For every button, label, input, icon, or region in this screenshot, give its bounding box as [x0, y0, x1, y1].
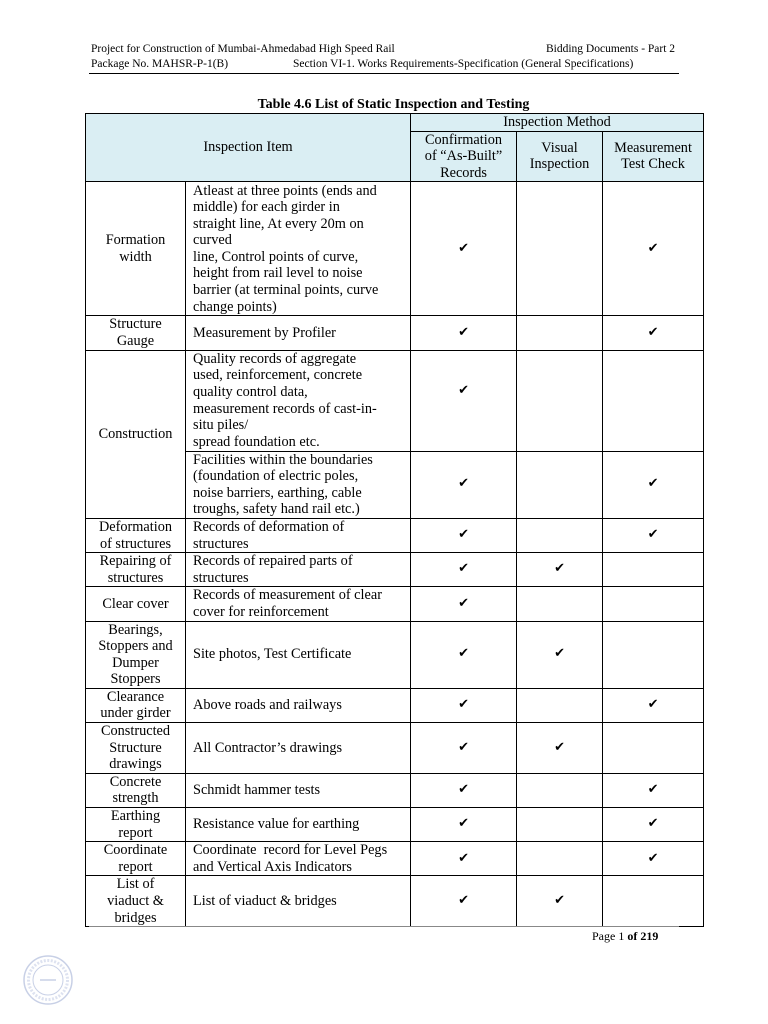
check-confirmation: ✔ — [411, 316, 517, 350]
check-visual: ✔ — [517, 621, 603, 688]
table-row — [86, 350, 704, 451]
table-row — [86, 553, 704, 587]
check-confirmation: ✔ — [411, 723, 517, 774]
table-caption: Table 4.6 List of Static Inspection and Testing — [257, 97, 530, 112]
inspection-description: Schmidt hammer tests — [186, 773, 411, 807]
inspection-description: Measurement by Profiler — [186, 316, 411, 350]
inspection-item: Coordinate report — [86, 842, 186, 876]
check-confirmation: ✔ — [411, 808, 517, 842]
check-measurement: ✔ — [603, 316, 704, 350]
inspection-description: Resistance value for earthing — [186, 808, 411, 842]
table-row — [86, 518, 704, 552]
inspection-item: Constructed Structure drawings — [86, 723, 186, 774]
check-measurement: ✔ — [603, 773, 704, 807]
check-confirmation: ✔ — [411, 876, 517, 927]
check-measurement: ✔ — [603, 842, 704, 876]
col-inspection-method: Inspection Method — [411, 114, 704, 132]
check-visual: ✔ — [517, 553, 603, 587]
inspection-item: Deformation of structures — [86, 518, 186, 552]
check-visual — [517, 842, 603, 876]
col-inspection-item: Inspection Item — [86, 114, 411, 182]
inspection-item: Clearance under girder — [86, 688, 186, 722]
inspection-item: Concrete strength — [86, 773, 186, 807]
check-visual — [517, 808, 603, 842]
check-confirmation: ✔ — [411, 518, 517, 552]
table-row — [86, 773, 704, 807]
table-row — [86, 621, 704, 688]
check-measurement — [603, 350, 704, 451]
check-visual: ✔ — [517, 723, 603, 774]
table-row — [86, 808, 704, 842]
inspection-item: Structure Gauge — [86, 316, 186, 350]
inspection-description: All Contractor’s drawings — [186, 723, 411, 774]
check-confirmation: ✔ — [411, 350, 517, 451]
inspection-item: Repairing of structures — [86, 553, 186, 587]
check-visual — [517, 350, 603, 451]
inspection-item: Clear cover — [86, 587, 186, 621]
table-row — [86, 182, 704, 316]
check-visual — [517, 688, 603, 722]
check-confirmation: ✔ — [411, 842, 517, 876]
inspection-table — [85, 113, 704, 927]
check-confirmation: ✔ — [411, 621, 517, 688]
check-measurement — [603, 621, 704, 688]
inspection-item: Bearings, Stoppers and Dumper Stoppers — [86, 621, 186, 688]
header-rule — [89, 73, 679, 74]
table-row — [86, 316, 704, 350]
table-row — [86, 688, 704, 722]
table-row — [86, 723, 704, 774]
inspection-description: Quality records of aggregate used, reinforcement, concrete quality control data, measurement records of cast-in- situ piles/ spread foundation etc. — [186, 350, 411, 451]
inspection-item: Formation width — [86, 182, 186, 316]
header-project: Project for Construction of Mumbai-Ahmedabad High Speed Rail — [91, 43, 395, 55]
check-confirmation: ✔ — [411, 182, 517, 316]
inspection-item: Earthing report — [86, 808, 186, 842]
check-measurement — [603, 876, 704, 927]
check-visual: ✔ — [517, 876, 603, 927]
table-row — [86, 587, 704, 621]
inspection-description: List of viaduct & bridges — [186, 876, 411, 927]
inspection-description: Records of repaired parts of structures — [186, 553, 411, 587]
col-visual-inspection: Visual Inspection — [517, 131, 603, 182]
col-confirmation-as-built: Confirmation of “As-Built” Records — [411, 131, 517, 182]
check-measurement: ✔ — [603, 451, 704, 518]
check-measurement: ✔ — [603, 182, 704, 316]
check-visual — [517, 518, 603, 552]
check-confirmation: ✔ — [411, 451, 517, 518]
table-row — [86, 842, 704, 876]
check-confirmation: ✔ — [411, 688, 517, 722]
header-package: Package No. MAHSR-P-1(B) — [91, 58, 229, 70]
check-confirmation: ✔ — [411, 773, 517, 807]
check-visual — [517, 182, 603, 316]
inspection-description: Records of measurement of clear cover for reinforcement — [186, 587, 411, 621]
check-confirmation: ✔ — [411, 553, 517, 587]
check-measurement — [603, 587, 704, 621]
check-visual — [517, 587, 603, 621]
check-measurement — [603, 723, 704, 774]
header-bidding: Bidding Documents - Part 2 — [546, 43, 676, 55]
check-measurement: ✔ — [603, 808, 704, 842]
header-section: Section VI-1. Works Requirements-Specification (General Specifications) — [293, 58, 634, 70]
check-measurement — [603, 553, 704, 587]
check-measurement: ✔ — [603, 688, 704, 722]
seal-stamp-icon — [22, 954, 74, 1006]
inspection-item: Construction — [86, 350, 186, 518]
check-visual — [517, 451, 603, 518]
inspection-description: Coordinate record for Level Pegs and Vertical Axis Indicators — [186, 842, 411, 876]
footer-rule — [89, 926, 679, 927]
check-visual — [517, 773, 603, 807]
inspection-description: Atleast at three points (ends and middle) for each girder in straight line, At every 20m on curved line, Control points of curve, height from rail level to noise barrier (at terminal points, curve change points) — [186, 182, 411, 316]
inspection-description: Facilities within the boundaries (foundation of electric poles, noise barriers, earthing, cable troughs, safety hand rail etc.) — [186, 451, 411, 518]
inspection-description: Site photos, Test Certificate — [186, 621, 411, 688]
table-row — [86, 876, 704, 927]
check-confirmation: ✔ — [411, 587, 517, 621]
col-measurement-test-check: Measurement Test Check — [603, 131, 704, 182]
check-visual — [517, 316, 603, 350]
inspection-description: Records of deformation of structures — [186, 518, 411, 552]
page-number: Page 1 of 219 — [592, 929, 659, 943]
inspection-item: List of viaduct & bridges — [86, 876, 186, 927]
check-measurement: ✔ — [603, 518, 704, 552]
inspection-description: Above roads and railways — [186, 688, 411, 722]
